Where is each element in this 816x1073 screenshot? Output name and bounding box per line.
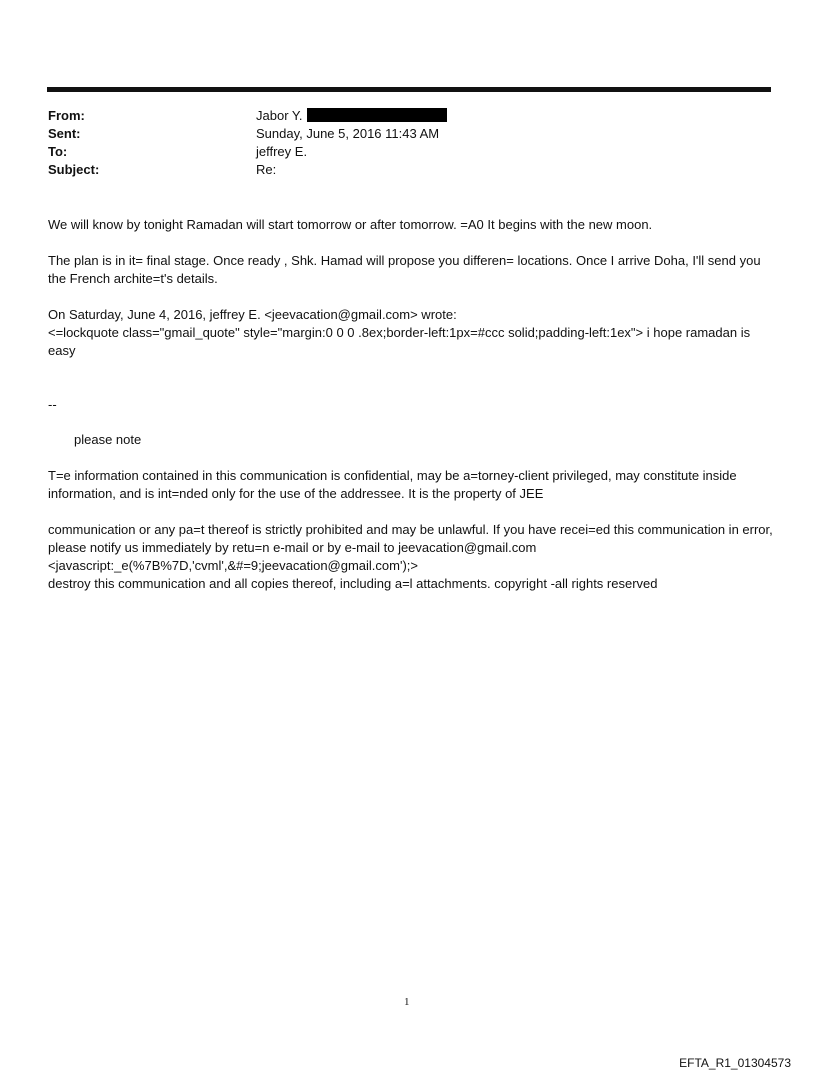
javascript-link-text: <javascript:_e(%7B%7D,'cvml',&#=9;jeevacation@gmail.com');> (48, 558, 418, 573)
header-rule (47, 87, 771, 92)
quoted-reply (48, 306, 773, 360)
please-note (74, 431, 674, 449)
quote-header: On Saturday, June 4, 2016, jeffrey E. <jeevacation@gmail.com> wrote: (48, 307, 457, 322)
signature-dash: -- (48, 397, 57, 412)
body-paragraph-1 (48, 216, 773, 234)
to-value: jeffrey E. (256, 144, 308, 159)
from-label: From: (48, 108, 85, 123)
from-value (256, 108, 447, 123)
body-paragraph-2 (48, 252, 773, 288)
disclaimer-text: destroy this communication and all copies thereof, including a=l attachments. copyright -all rights reserved (48, 576, 658, 591)
disclaimer-paragraph-1 (48, 467, 773, 503)
sent-value: Sunday, June 5, 2016 11:43 AM (256, 126, 440, 141)
subject-label: Subject: (48, 162, 100, 177)
signature-separator (48, 396, 773, 414)
to-label: To: (48, 144, 68, 159)
document-id: EFTA_R1_01304573 (679, 1056, 791, 1070)
message-text: We will know by tonight Ramadan will start tomorrow or after tomorrow. =A0 It begins with the new moon. (48, 217, 653, 232)
from-name: Jabor Y. (256, 108, 303, 123)
disclaimer-text: T=e information contained in this communication is confidential, may be a=torney-client privileged, may constitute inside information, and is int=nded only for the use of the addressee. It is the property of JEE (48, 468, 737, 501)
disclaimer-paragraph-2 (48, 521, 773, 593)
page-number: 1 (404, 996, 410, 1008)
redaction-block (307, 108, 447, 122)
please-note-text: please note (74, 432, 142, 447)
message-text: The plan is in it= final stage. Once ready , Shk. Hamad will propose you differen= locations. Once I arrive Doha, I'll send you the French archite=t's details. (48, 253, 761, 286)
quote-text: <=lockquote class="gmail_quote" style="margin:0 0 0 .8ex;border-left:1px=#ccc solid;padding-left:1ex"> i hope ramadan is easy (48, 325, 751, 358)
disclaimer-text: communication or any pa=t thereof is strictly prohibited and may be unlawful. If you have recei=ed this communication in error, please notify us immediately by retu=n e-mail or by e-mail to jeevacation@gmail.com (48, 522, 773, 555)
sent-label: Sent: (48, 126, 81, 141)
subject-value: Re: (256, 162, 277, 177)
